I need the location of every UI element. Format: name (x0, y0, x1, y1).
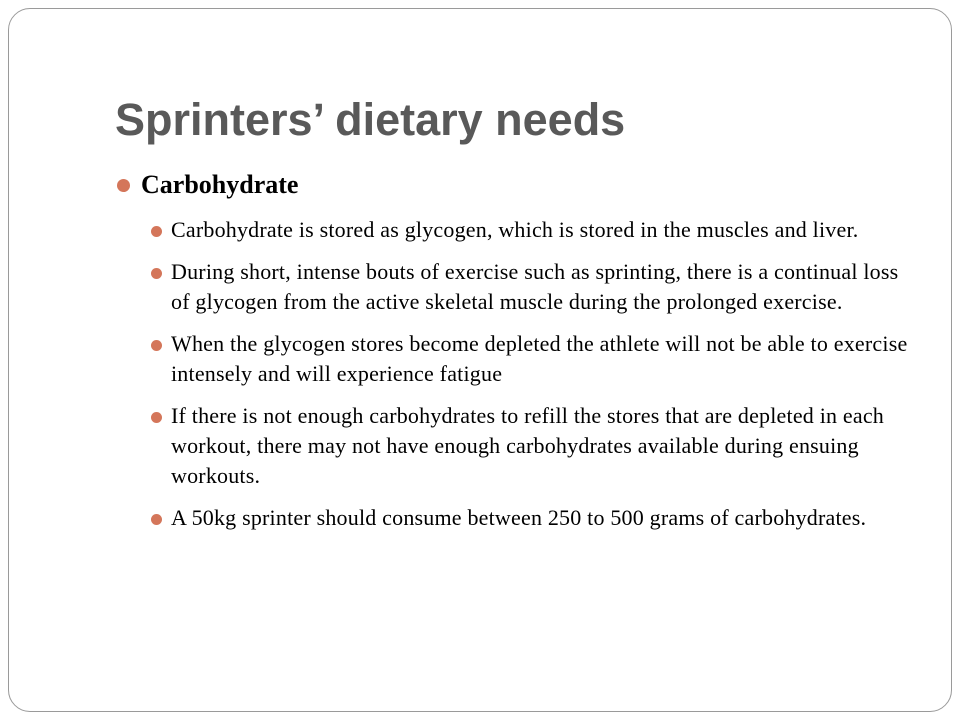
list-item (113, 257, 913, 317)
bullet-list (113, 215, 913, 533)
heading-item (113, 167, 913, 203)
bullet-text: A 50kg sprinter should consume between 250 to 500 grams of carbohydrates. (171, 505, 867, 530)
bullet-text: During short, intense bouts of exercise such as sprinting, there is a continual loss of glycogen from the active skeletal muscle during the prolonged exercise. (171, 259, 899, 314)
bullet-dot-icon (151, 226, 162, 237)
bullet-text: If there is not enough carbohydrates to refill the stores that are depleted in each workout, there may not have enough carbohydrates available during ensuing workouts. (171, 403, 884, 488)
heading-carbohydrate: Carbohydrate (141, 170, 299, 199)
bullet-dot-icon (151, 412, 162, 423)
bullet-text: When the glycogen stores become depleted the athlete will not be able to exercise intensely and will experience fatigue (171, 331, 908, 386)
bullet-dot-icon (117, 179, 130, 192)
bullet-dot-icon (151, 340, 162, 351)
slide-content (113, 167, 913, 545)
list-item (113, 401, 913, 491)
list-item (113, 503, 913, 533)
slide-title: Sprinters’ dietary needs (115, 94, 626, 145)
list-item (113, 215, 913, 245)
bullet-dot-icon (151, 514, 162, 525)
bullet-dot-icon (151, 268, 162, 279)
list-item (113, 329, 913, 389)
slide-frame (8, 8, 952, 712)
bullet-text: Carbohydrate is stored as glycogen, which is stored in the muscles and liver. (171, 217, 859, 242)
